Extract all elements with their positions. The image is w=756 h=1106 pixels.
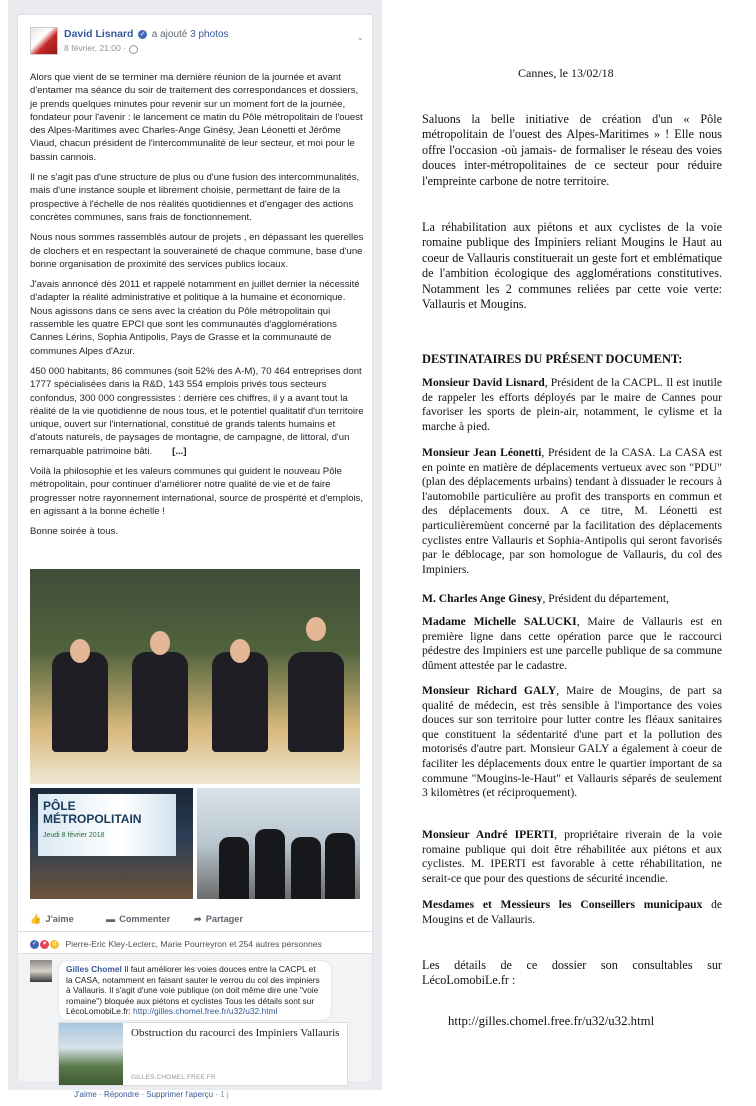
wow-reaction-icon: o (50, 940, 59, 949)
recipient-paragraph: Madame Michelle SALUCKI, Maire de Vallauris est en première ligne dans cette opération parce que le raccourci pédestre des Impiniers est une parcelle publique de sa commune dûment attestée par le cadastre. (422, 615, 723, 672)
photo-count-link[interactable]: 3 photos (190, 29, 229, 40)
author-name[interactable]: David Lisnard (64, 28, 134, 40)
recipient-paragraph: Monsieur Richard GALY, Maire de Mougins, de part sa qualité de médecin, est très sensible à l'importance des voies douces sur son territoire pour lutter contre les fléaux sanitaires que constituent la sédentarité d'une part et la pollution des motorisés d'autre part. Monsieur GALY a également à coeur de faciliter les déplacements doux entre le quartier important de sa commune "Mougins-le-Haut" et Vallauris séparés de seulement 3 kilomètres (et réciproquement). (422, 684, 722, 800)
comment-text: Il faut améliorer les voies douces entre la CACPL et la CASA, notamment en faisant sauter le verrou du col des impiniers à Vallauris. Il s'agit d'une voie publique (on doit même dire une "voie romaine") bloquée aux piétons et cyclistes Tous les détails sont sur LécoLomobiLe.fr: (66, 964, 320, 1017)
comments-section (18, 953, 372, 1099)
comment-button[interactable]: ▬ Commenter (106, 914, 171, 924)
remove-preview-link[interactable]: Supprimer l'aperçu (146, 1090, 214, 1099)
speech-bubble-icon: ▬ (106, 914, 116, 924)
post-timestamp[interactable]: 8 février, 21:00 · (64, 43, 127, 54)
post-paragraph: Nous nous sommes rassemblés autour de projets , en dépassant les querelles de clochers et en respectant la souveraineté de chaque commune, base d'une bonne organisation de proximité des services publics locaux. (30, 232, 364, 270)
post-paragraph: Alors que vient de se terminer ma dernière réunion de la journée et avant d'entamer ma séance du soir de traitement des correspondances et dossiers, je prends quelques minutes pour revenir sur un moment fort de la journée, fondateur pour l'avenir : le lancement ce matin du Pôle métropolitain de l'ouest des Alpes-Maritimes avec Charles-Ange Ginésy, Jean Léonetti et Jérôme Viaud, chacun président de l'intercommunalité de leur secteur, et moi pour le bassin cannois. (30, 72, 363, 163)
commenter-avatar[interactable] (30, 960, 52, 982)
recipient-paragraph: Monsieur André IPERTI, propriétaire riverain de la voie romaine publique qui doit être réhabilitée aux piétons et aux cyclistes. M. IPERTI est favorable à cette réhabilitation, ne serait-ce que pour des questions de sécurité incendie. (422, 828, 722, 885)
comment-bubble (58, 960, 332, 1021)
author-avatar[interactable] (30, 27, 58, 55)
like-reaction-icon: ✓ (31, 941, 38, 948)
recipient-paragraph: Monsieur David Lisnard, Président de la CACPL. Il est inutile de rappeler les efforts déployés par le maire de Cannes pour favoriser les sports de plein-air, notamment, le cylisme et la marche à pied. (422, 376, 722, 433)
photo-screen: PÔLE MÉTROPOLITAIN Jeudi 8 février 2018 (38, 794, 176, 856)
post-body (30, 71, 368, 546)
verified-badge-icon: ✓ (139, 30, 146, 38)
photo-main-panel[interactable] (30, 569, 360, 784)
commenter-name[interactable]: Gilles Chomel (66, 964, 122, 974)
letter-date: Cannes, le 13/02/18 (518, 66, 614, 80)
recipient-paragraph: M. Charles Ange Ginesy, Président du département, (422, 592, 669, 605)
globe-icon (129, 45, 138, 54)
facebook-panel (8, 0, 382, 1099)
share-button[interactable]: ➦ Partager (194, 914, 243, 924)
photo-group-standing[interactable] (197, 788, 360, 899)
post-paragraph: Bonne soirée à tous. (30, 526, 119, 538)
reactions-bar[interactable] (18, 931, 372, 953)
comment-actions: J'aime · Répondre · Supprimer l'aperçu · 1 j (74, 1090, 229, 1099)
post-meta (64, 42, 352, 55)
post-actions (30, 909, 360, 929)
link-preview-card[interactable] (58, 1022, 348, 1086)
recipient-paragraph: Monsieur Jean Léonetti, Président de la CASA. La CASA est en pointe en matière de déplacements vertueux avec son "PDU" (plan des déplacements urbains) tendant à dissuader le recours à l'automobile particulière au profit des transports en commun et des déplacements doux. A ce titre, M. Léonetti est particulièremùent concerné par la facilitation des déplacements cyclistes entre Vallauris et Sophia-Antipolis qui seront favorisés par le déblocage, par son homologue de Vallauris, du col des Impiniers. (422, 446, 722, 576)
facebook-post (17, 14, 373, 1099)
reactions-names: Pierre-Eric Kley-Leclerc, Marie Pourreyron et 254 autres personnes (65, 939, 322, 949)
post-paragraph: 450 000 habitants, 86 communes (soit 52% des A-M), 70 464 entreprises dont 1777 spécialisées dans la R&D, 143 554 emplois privés tous secteurs confondus, 300 000 congressistes : derrière ces chiffres, il y a avant tout la réalité de la vie quotidienne de nous tous, et le potentiel qualitatif d'un territoire unique, ouvert sur l'international, constitué de grands talents humains et d'atouts naturels, de paysages de montagne, de campagne, de littoral, d'un remarquable patrimoine bâti. [...] (30, 365, 364, 457)
letter-heading: DESTINATAIRES DU PRÉSENT DOCUMENT: (422, 352, 683, 366)
chevron-down-icon[interactable]: ⌄ (356, 32, 364, 42)
link-preview-thumbnail (59, 1023, 123, 1085)
photo-grid (30, 569, 360, 899)
comment-link[interactable]: http://gilles.chomel.free.fr/u32/u32.html (133, 1006, 278, 1017)
post-paragraph: J'avais annoncé dès 2011 et rappelé notamment en juillet dernier la nécessité d'adapter la réalité administrative et politique à la humaine et économique. Nous agissons dans ce sens avec la création du Pôle métropolitain qui rassemble les quatre EPCI que sont les communautés d'agglomérations Cannes Lérins, Sophia Antipolis, Pays de Grasse et la communauté de communes Alpes d'Azur. (30, 279, 360, 357)
letter-intro-1: Saluons la belle initiative de création d'un « Pôle métropolitain de l'ouest des Alpes-Maritimes » ! Elle nous offre l'occasion -où jamais- de formaliser le réseau des voies douces inter-métropolitaines de ce secteur pour réduire l'empreinte carbone de notre territoire. (422, 112, 722, 188)
comment-reply-link[interactable]: Répondre (103, 1090, 140, 1099)
post-paragraph: Il ne s'agit pas d'une structure de plus ou d'une fusion des intercommunalités, mais d'une instance souple et librement choisie, permettant de faire de la prospective à l'échelle de nos réalités quotidiennes et d'engager des actions concrètes communes, sans frais de fonctionnement. (30, 172, 360, 223)
thumbs-up-icon: 👍 (30, 914, 42, 924)
comment-time: 1 j (220, 1090, 229, 1099)
post-paragraph: Voilà la philosophie et les valeurs communes qui guident le nouveau Pôle métropolitain, pour continuer d'améliorer notre qualité de vie et de faire progresser notre rayonnement international, source de prospérité et d'emplois, en agissant à la bonne échelle ! (30, 466, 363, 517)
comment-like-link[interactable]: J'aime (74, 1090, 97, 1099)
recipient-paragraph: Mesdames et Messieurs les Conseillers municipaux de Mougins et de Vallauris. (422, 898, 723, 926)
added-photos-text: a ajouté 3 photos (151, 29, 229, 40)
share-arrow-icon: ➦ (194, 914, 202, 924)
link-preview-domain: GILLES.CHOMEL.FREE.FR (131, 1074, 216, 1081)
link-preview-title: Obstruction du racourci des Impiniers Vallauris (131, 1027, 340, 1039)
post-header (64, 28, 352, 56)
letter-closing: Les détails de ce dossier son consultables sur LécoLomobiLe.fr : (422, 958, 722, 988)
letter-document (422, 0, 722, 1106)
love-reaction-icon: ♥ (40, 940, 49, 949)
photo-conference-stage[interactable] (30, 788, 193, 899)
like-button[interactable]: 👍 J'aime (30, 914, 74, 924)
more-marker[interactable]: [...] (172, 445, 187, 457)
letter-url: http://gilles.chomel.free.fr/u32/u32.html (448, 1014, 655, 1028)
letter-intro-2: La réhabilitation aux piétons et aux cyclistes de la voie romaine publique des Impiniers reliant Mougins le Haut au coeur de Vallauris constituerait un geste fort et emblématique de l'ambition écologique des agglomérations constitutives. Notamment les 2 communes reliées par cette voie verte: Vallauris et Mougins. (422, 220, 722, 312)
